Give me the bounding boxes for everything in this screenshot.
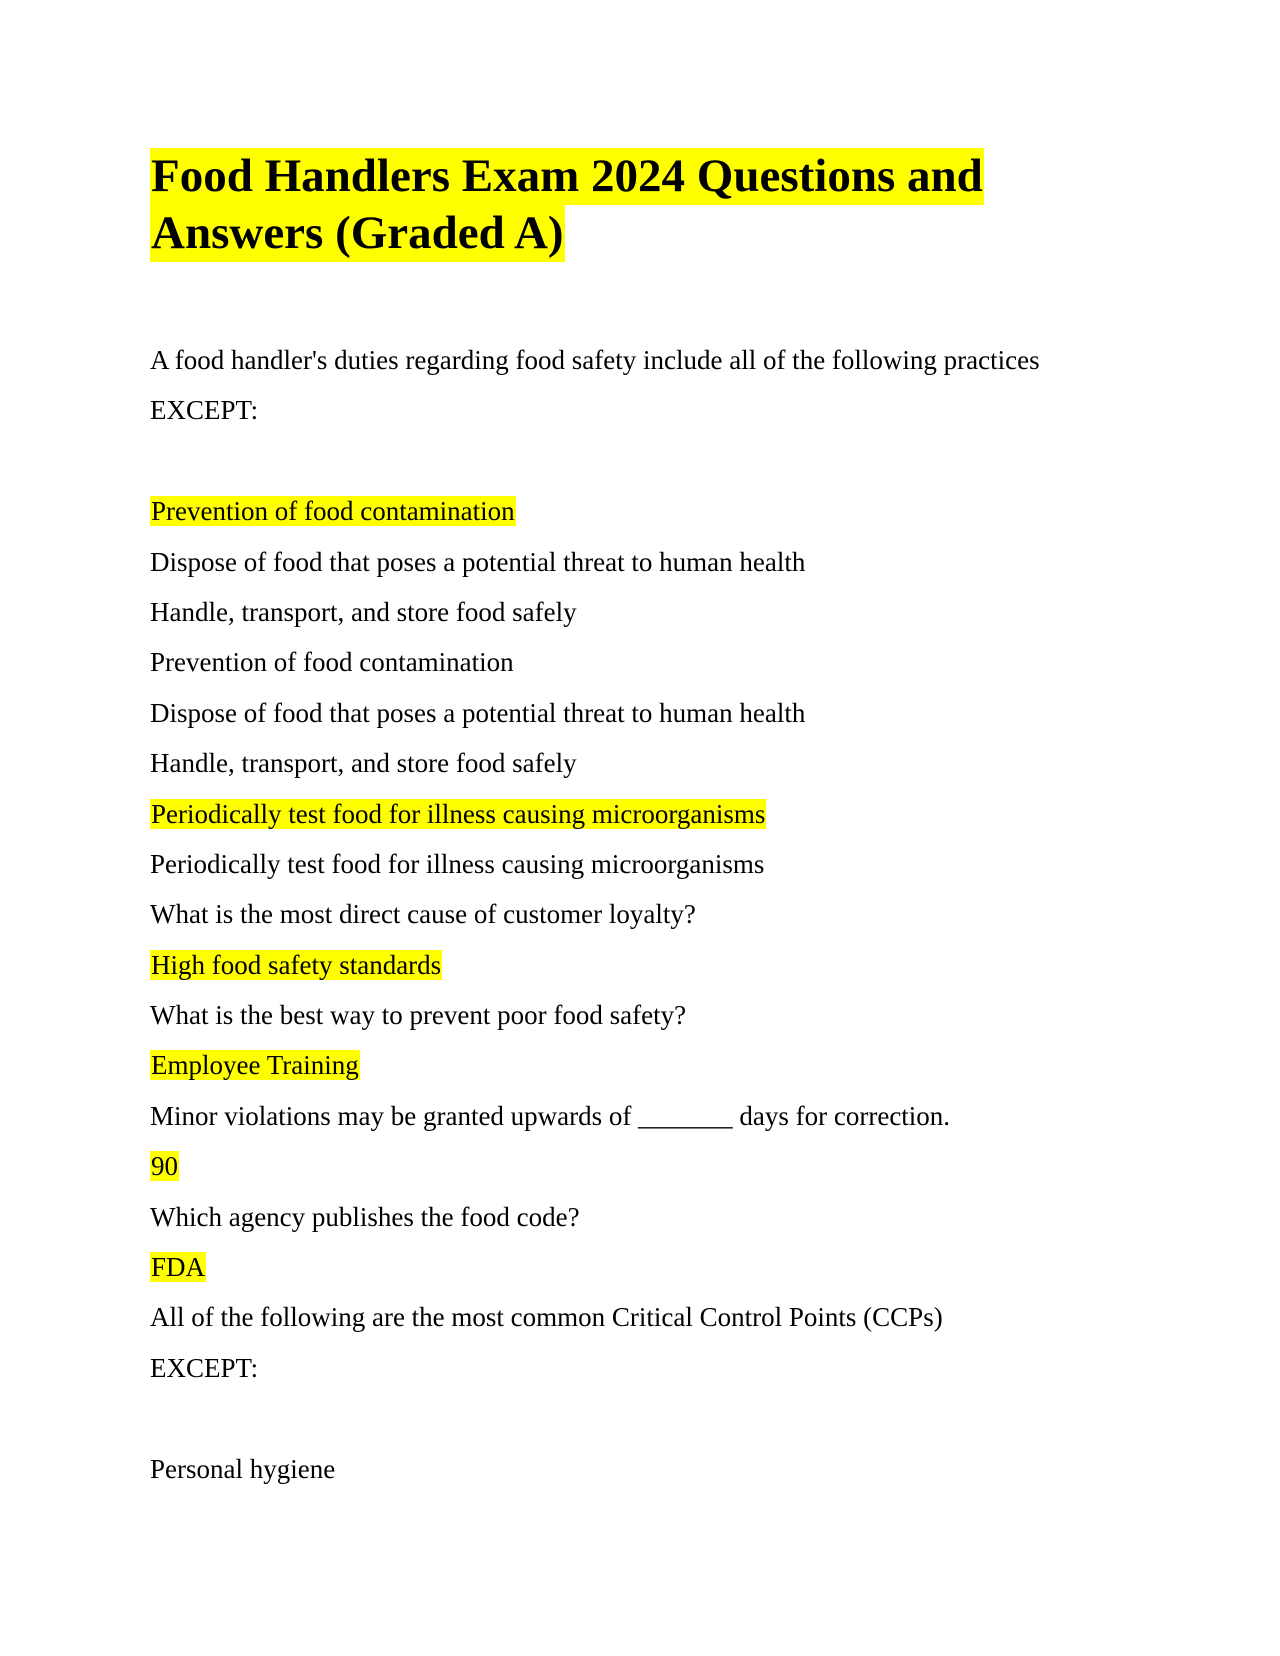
question-text: All of the following are the most common Critical Control Points (CCPs)	[150, 1302, 943, 1333]
answer-line	[150, 1040, 1150, 1090]
highlighted-answer: High food safety standards	[151, 949, 442, 980]
highlighted-answer: Prevention of food contamination	[151, 496, 515, 527]
question-text: Which agency publishes the food code?	[150, 1201, 580, 1232]
answer-line	[150, 940, 1150, 990]
option-text: Periodically test food for illness causing microorganisms	[150, 848, 765, 879]
document-title	[150, 148, 1130, 262]
question-text: What is the best way to prevent poor food safety?	[150, 1000, 687, 1031]
title-line-2: Answers (Graded A)	[150, 205, 565, 262]
question-text: A food handler's duties regarding food safety include all of the following practices	[150, 345, 1040, 375]
highlighted-answer: 90	[151, 1151, 178, 1182]
highlighted-answer: Periodically test food for illness causing microorganisms	[151, 798, 766, 829]
answer-line	[150, 486, 1150, 536]
option-text: Dispose of food that poses a potential threat to human health	[150, 546, 806, 577]
answer-line	[150, 1242, 1150, 1292]
option-text: Handle, transport, and store food safely	[150, 596, 577, 627]
answer-line	[150, 1141, 1150, 1191]
blank-line	[150, 436, 1150, 486]
question-text: EXCEPT:	[150, 1352, 259, 1383]
question-text: What is the most direct cause of customer loyalty?	[150, 899, 696, 930]
answer-line	[150, 789, 1150, 839]
option-text: Dispose of food that poses a potential threat to human health	[150, 697, 806, 728]
question-text: EXCEPT:	[150, 395, 259, 426]
option-text: Personal hygiene	[150, 1453, 336, 1484]
title-line-1: Food Handlers Exam 2024 Questions and	[150, 148, 984, 205]
blank-line	[150, 1393, 1150, 1443]
option-text: Handle, transport, and store food safely	[150, 748, 577, 779]
highlighted-answer: Employee Training	[151, 1050, 359, 1081]
document-body	[150, 335, 1150, 1494]
highlighted-answer: FDA	[151, 1252, 206, 1283]
question-text: Minor violations may be granted upwards of _______ days for correction.	[150, 1100, 951, 1131]
option-text: Prevention of food contamination	[150, 647, 514, 678]
